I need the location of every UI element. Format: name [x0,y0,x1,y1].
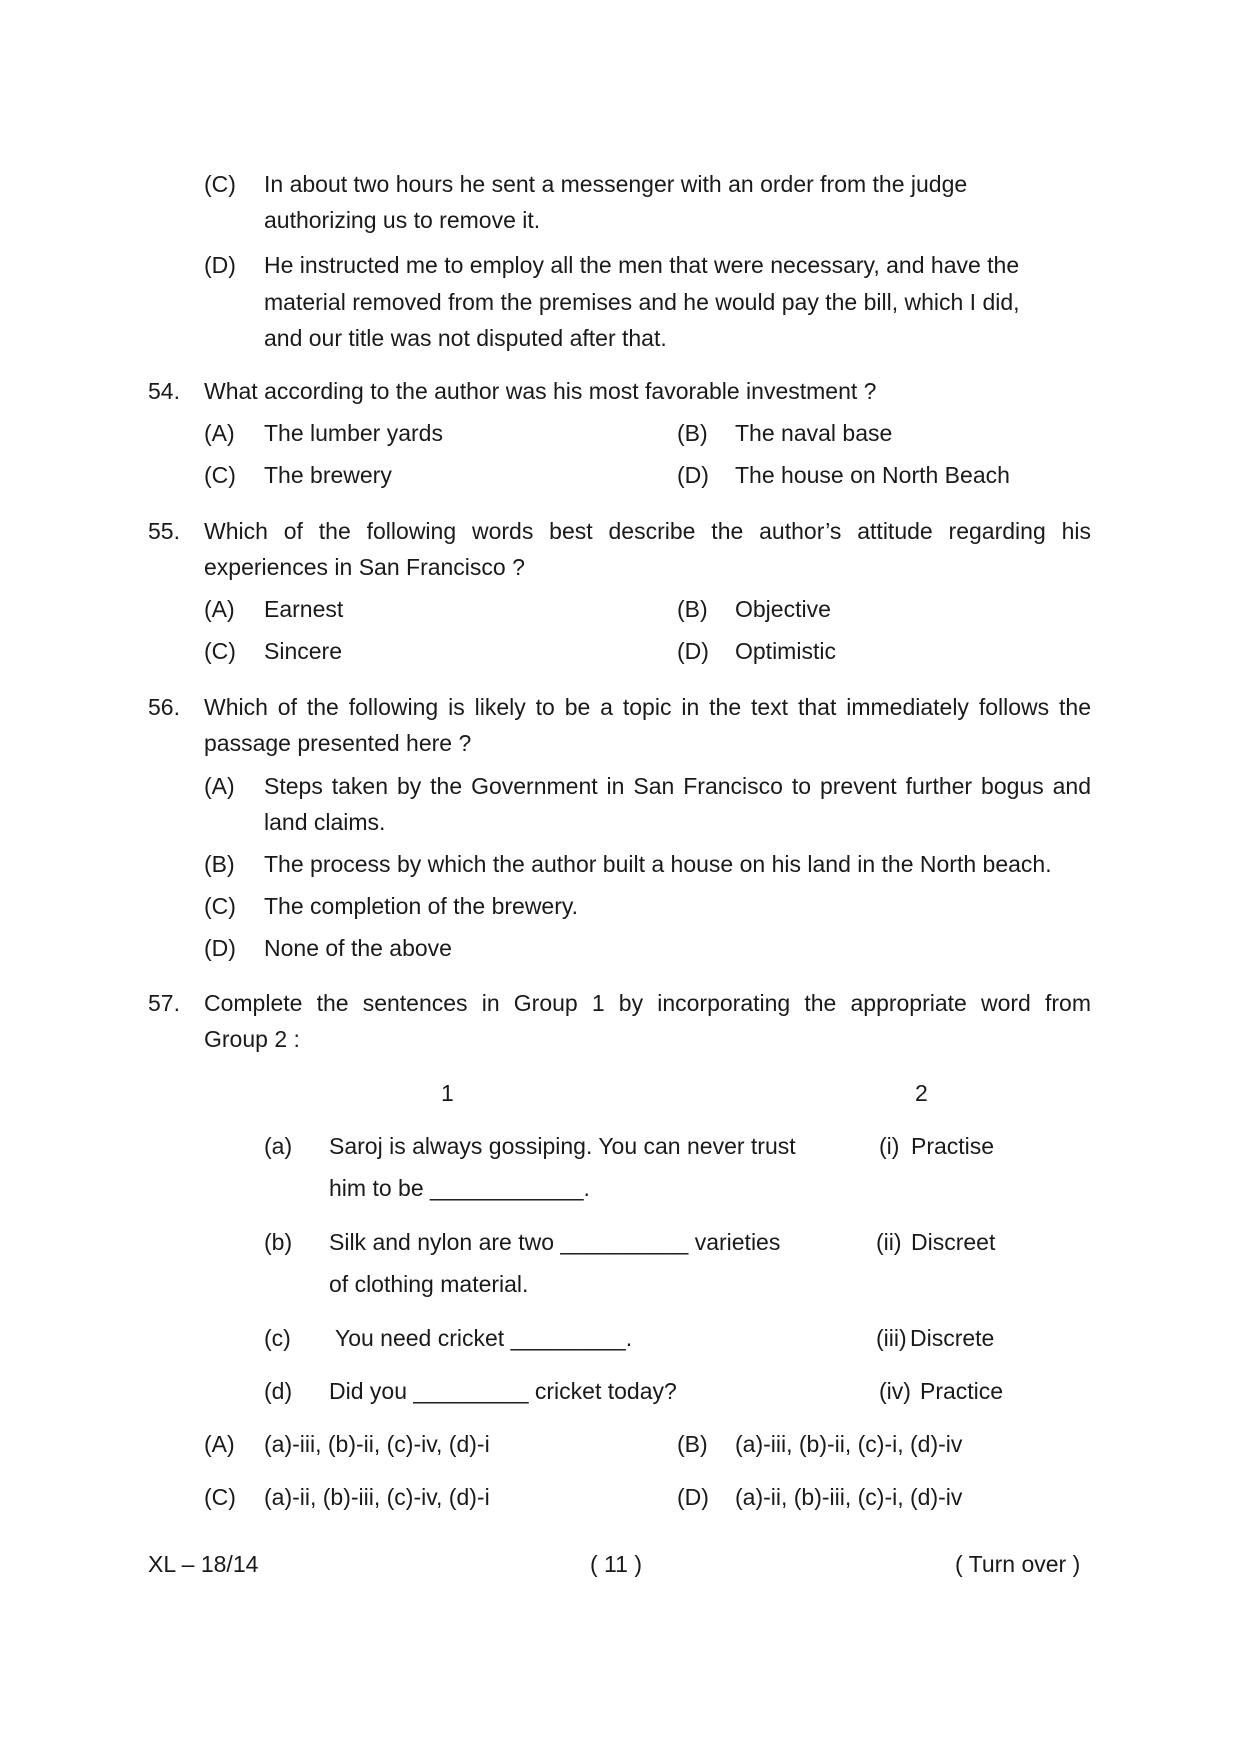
option-text: The process by which the author built a house on his land in the North beach. [264,851,1052,877]
group-2-header: 2 [915,1080,928,1106]
group1-label: (d) [264,1378,293,1404]
group-1-header: 1 [441,1080,454,1106]
group2-word: Practice [920,1378,1004,1404]
option-text: None of the above [264,935,452,961]
group2-word: Discrete [910,1325,995,1351]
group1-sentence: him to be ____________. [329,1175,590,1201]
option-label: (B) [677,420,708,446]
option-text: The naval base [735,420,893,446]
question-text: passage presented here ? [204,730,472,756]
option-text: The brewery [264,462,392,488]
group2-label: (i) [879,1133,900,1159]
question-text: Group 2 : [204,1026,300,1052]
group1-label: (a) [264,1133,293,1159]
group2-word: Practise [911,1133,995,1159]
question-number: 57. [148,990,180,1016]
option-text: authorizing us to remove it. [264,207,541,233]
option-label: (A) [204,596,235,622]
option-text: Sincere [264,638,342,664]
page-number: ( 11 ) [590,1551,642,1577]
group2-label: (iii) [876,1325,907,1351]
group2-label: (iv) [879,1378,911,1404]
option-text: The house on North Beach [735,462,1010,488]
option-text: (a)-ii, (b)-iii, (c)-iv, (d)-i [264,1484,490,1510]
group1-sentence: Saroj is always gossiping. You can never trust [329,1133,796,1159]
option-text: and our title was not disputed after that. [264,325,667,351]
option-text: Earnest [264,596,344,622]
option-label: (D) [204,935,236,961]
question-number: 55. [148,518,180,544]
option-label: (A) [204,420,235,446]
option-text: The lumber yards [264,420,443,446]
option-label: (D) [204,252,236,278]
question-text: What according to the author was his most favorable investment ? [204,378,877,404]
option-text: (a)-ii, (b)-iii, (c)-i, (d)-iv [735,1484,963,1510]
group1-label: (b) [264,1229,293,1255]
option-text: He instructed me to employ all the men that were necessary, and have the [264,252,1020,278]
question-number: 54. [148,378,180,404]
option-text: land claims. [264,809,386,835]
option-text: (a)-iii, (b)-ii, (c)-iv, (d)-i [264,1431,490,1457]
option-text: Steps taken by the Government in San Francisco to prevent further bogus and [264,773,1091,799]
paper-code: XL – 18/14 [148,1551,259,1577]
option-label: (B) [204,851,235,877]
option-label: (C) [204,462,236,488]
option-label: (D) [677,1484,709,1510]
option-label: (A) [204,1431,235,1457]
option-text: (a)-iii, (b)-ii, (c)-i, (d)-iv [735,1431,963,1457]
option-text: Objective [735,596,831,622]
question-number: 56. [148,694,180,720]
option-text: material removed from the premises and he would pay the bill, which I did, [264,289,1020,315]
group1-sentence: You need cricket _________. [329,1325,633,1351]
group1-sentence: of clothing material. [329,1271,529,1297]
option-label: (C) [204,171,236,197]
option-label: (B) [677,1431,708,1457]
group1-sentence: Silk and nylon are two __________ varieties [329,1229,781,1255]
group2-word: Discreet [911,1229,996,1255]
option-label: (C) [204,893,236,919]
question-text: Which of the following is likely to be a topic in the text that immediately follows the [204,694,1091,720]
question-text: experiences in San Francisco ? [204,554,525,580]
option-label: (A) [204,773,235,799]
option-text: The completion of the brewery. [264,893,579,919]
option-label: (D) [677,462,709,488]
option-label: (C) [204,638,236,664]
group1-sentence: Did you _________ cricket today? [329,1378,677,1404]
option-label: (B) [677,596,708,622]
option-text: Optimistic [735,638,836,664]
question-text: Which of the following words best describe the author’s attitude regarding his [204,518,1091,544]
turn-over-note: ( Turn over ) [955,1551,1081,1577]
option-text: In about two hours he sent a messenger with an order from the judge [264,171,968,197]
group2-label: (ii) [876,1229,902,1255]
option-label: (D) [677,638,709,664]
group1-label: (c) [264,1325,291,1351]
question-text: Complete the sentences in Group 1 by incorporating the appropriate word from [204,990,1091,1016]
option-label: (C) [204,1484,236,1510]
